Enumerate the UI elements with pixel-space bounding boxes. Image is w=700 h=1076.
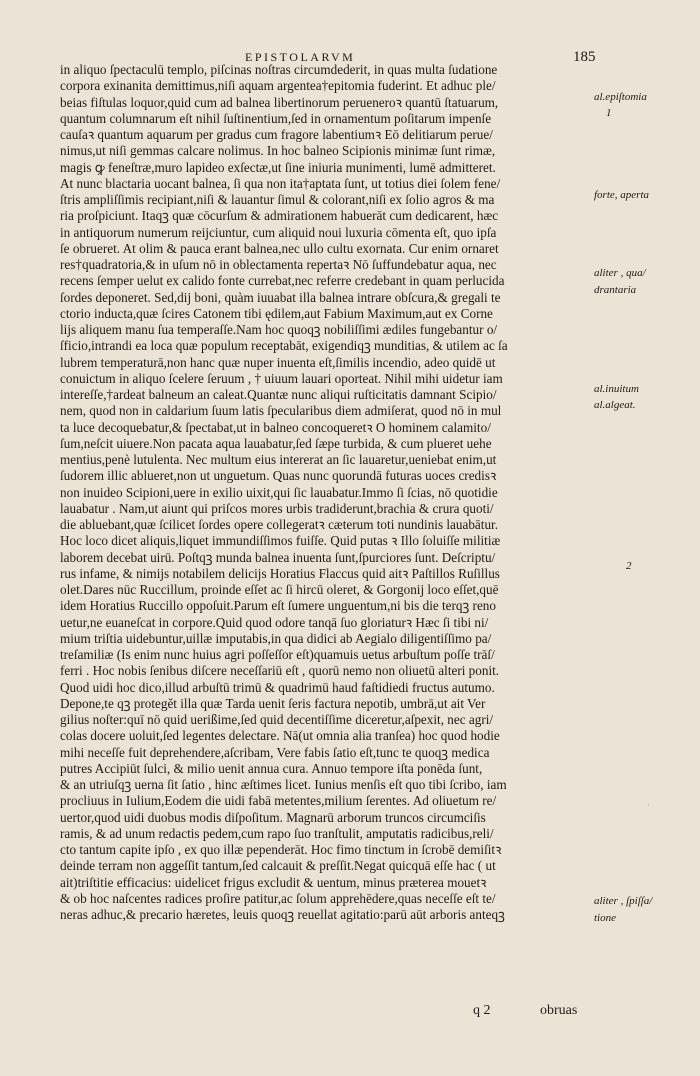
text-line: recens ſemper uelut ex calido fonte currebat,nec referre credebant in quam perlucida	[60, 273, 505, 289]
text-line: gilius noſter:quī nō quid uerißime,ſed quid decentiſſime diceretur,aſpexit, nec agri/	[60, 712, 494, 727]
folio-number: 185	[573, 49, 596, 65]
text-line: & an utriuſqꝫ uerna ſit ſatio , hinc æſtimes licet. Iunius menſis eſt quo tibi ſcribo, iam	[60, 777, 507, 792]
text-line: die abluebant,quæ ſcilicet ſordes opere collegeratꝛ cæterum toti nundinis lauabātur.	[60, 517, 499, 532]
text-line: lubrem temperaturā,non hanc quæ nuper inuenta eſt,ſimilis incendio, adeo quidē ut	[60, 354, 496, 370]
text-line: magis ꝙ feneſtræ,muro lapideo exſectæ,ut ſine iniuria munimenti, lumē admitteret.	[60, 159, 496, 175]
text-line: nimus,ut niſi gemmas calcare nolimus. In hoc balneo Scipionis minimæ ſunt rimæ,	[60, 143, 496, 159]
body-text	[60, 62, 590, 923]
text-line: non inuideo Scipioni,uere in exilio uixit,qui ſic lauabatur.Immo ſi ſcias, nō quotidie	[60, 484, 498, 500]
text-line: lijs aliquem manu ſua temperaſſe.Nam hoc quoqꝫ nobiliſſimi ædiles fungebantur o/	[60, 322, 498, 337]
margin-note: al.inuitum	[594, 383, 639, 395]
margin-note: drantaria	[594, 284, 637, 296]
text-line: ſtris ampliſſimis recipiant,niſi & lauantur ſimul & colorant,niſi ex ſolio agros & ma	[60, 192, 495, 207]
margin-note: tione	[594, 912, 616, 924]
text-line: At nunc blactaria uocant balnea, ſi qua non ita†aptata ſunt, ut totius diei ſolem fene/	[60, 175, 501, 191]
margin-note: al.algeat.	[594, 399, 636, 411]
text-line: procliuus in Iulium,Eodem die uidi fabā metentes,milium ſerentes. Ad oliuetum re/	[60, 793, 497, 809]
text-line: ait)triſtitie efficacius: uidelicet frigus excludit & uentum, minus præterea mouetꝛ	[60, 874, 487, 890]
text-line: mium triſtia uidebuntur,uillæ imputabis,in qua didici ab Aegialo diligentiſſimo pa/	[60, 630, 492, 646]
text-line: uetur,ne euaneſcat in corpore.Quid quod odore tanqā ſuo gloriaturꝛ Hæc ſi tibi ni/	[60, 614, 489, 630]
margin-note: forte, aperta	[594, 189, 649, 201]
text-line: & ob hoc naſcentes radices proſire patitur,ac ſolum apprehēdere,quas neceſſe eſt te/	[60, 890, 496, 906]
text-line: deinde terram non aggeſſit tantum,ſed calcauit & preſſit.Negat quicquā eſſe hac ( ut	[60, 858, 496, 874]
text-line: cto tantum capite ipſo , ex quo illæ pependerāt. Hoc fimo tinctum in ſcrobē demiſitꝛ	[60, 842, 502, 857]
text-line: ctorio inducta,quæ ſcires Catonem tibi ędilem,aut Fabium Maximum,aut ex Corne	[60, 305, 493, 321]
text-line: ſum,neſcit uiuere.Non pacata aqua lauabatur,ſed ſæpe turbida, & cum plueret uehe	[60, 435, 492, 451]
text-line: quantum columnarum eſt nihil ſuſtinentium,ſed in ornamentum poſitarum impenſe	[60, 110, 492, 126]
running-head: EPISTOLARVM	[245, 50, 356, 64]
text-line: Depone,te qꝫ protegět illa quæ Tarda uenit ſeris factura nepotib, umbrā,ut ait Ver	[60, 695, 486, 711]
text-line: olet.Dares nūc Ruccillum, proinde eſſet ac ſi hircū oleret, & Gorgonij loco eſſet,quē	[60, 582, 499, 597]
text-line: Hoc loco dicet aliquis,liquet immundiſſimos fuiſſe. Quid putas ꝛ Illo ſoluiſſe militiæ	[60, 533, 501, 549]
text-line: conuictum in aliquo ſcelere ſeruum , † uiuum lauari oporteat. Nihil mihi uidetur iam	[60, 370, 503, 386]
text-line: colas docere uoluit,ſed legentes delectare. Nā(ut omnia alia tranſea) hoc quod hodie	[60, 728, 500, 744]
text-line: ſudorem illic ablueret,non ut unguetum. Quas nunc quorundā futuras uoces credisꝛ	[60, 468, 497, 484]
text-line: nem, quod non in caldarium ſuum latis ſpecularibus diem admiſerat, quod nō in mul	[60, 403, 502, 419]
text-line: intereſſe,†ardeat balneum an caleat.Quantæ nunc aliqui ruſticitatis damnant Scipio/	[60, 387, 497, 402]
signature-mark: q 2	[473, 1003, 491, 1018]
text-line: putres Accipiūt ſulci, & milio uenit annua cura. Annuo tempore iſta ponēda ſunt,	[60, 760, 483, 776]
text-line: neras adhuc,& precario hæretes, leuis quoqꝫ reuellat agitatio:parū aūt arboris anteqꝫ	[60, 907, 505, 922]
text-line: rus infame, & nimijs notabilem delicijs Horatius Flaccus quid aitꝛ Paſtillos Ruſillus	[60, 565, 500, 581]
footer-row	[0, 1003, 700, 1023]
margin-note: aliter , ſpiſſa/	[594, 895, 653, 907]
text-line: cauſaꝛ quantum aquarum per gradus cum fragore labentiumꝛ Eō delitiarum perue/	[60, 127, 493, 142]
margin-note: aliter , qua/	[594, 267, 646, 279]
text-line: treſamiliæ (Is enim nunc huius agri poſſeſſor eſt)quamuis uetus arbuſtum poſſe trāſ/	[60, 647, 495, 662]
text-line: ramis, & ad unum redactis pedem,cum rapo ſuo tranſtulit, amputatis radicibus,reli/	[60, 825, 494, 841]
text-line: in antiquorum numerum reijciuntur, cum aliquid noui luxuria cōmenta eſt, quo ipſa	[60, 224, 497, 240]
margin-note: al.epiſtomia	[594, 91, 647, 103]
text-line: lauabatur . Nam,ut aiunt qui priſcos mores urbis tradiderunt,brachia & crura quoti/	[60, 500, 494, 516]
text-line: ſe obrueret. At olim & pauca erant balnea,nec ullo cultu exornata. Cur enim ornaret	[60, 240, 499, 256]
text-line: ferri . Hoc nobis ſenibus diſcere neceſſariū eſt , quorū nemo non oliuetū alteri ponit.	[60, 663, 500, 679]
text-line: laborem decebat uirū. Poſtqꝫ munda balnea inuenta ſunt,ſpurciores ſunt. Deſcriptu/	[60, 549, 496, 565]
text-line: corpora exinanita demittimus,niſi aquam argentea†epitomia fuderint. Et adhuc ple/	[60, 78, 496, 94]
margin-note-number: 1	[606, 107, 612, 119]
text-line: res†quadratoria,& in uſum nō in oblectamenta repertaꝛ Nō ſuffundebatur aqua, nec	[60, 257, 497, 272]
text-line: ſordes deponeret. Sed,dij boni, quàm iuuabat illa balnea intrare obſcura,& gregali te	[60, 289, 501, 305]
text-line: beias fiſtulas loquor,quid cum ad balnea libertinorum perueneroꝛ quantū ſtatuarum,	[60, 94, 499, 110]
text-line: in aliquo ſpectaculū templo, piſcinas noſtras circumdederit, in quas multa ſudatione	[60, 62, 498, 77]
margin-note-number: 2	[626, 560, 632, 572]
text-line: mentius,penè lutulenta. Nec multum eius intererat an ſic lauaretur,ueniebat enim,ut	[60, 452, 497, 467]
text-line: ria proſpiciunt. Itaqꝫ quæ cōcurſum & admirationem habuerāt cum dedicarent, hæc	[60, 208, 499, 224]
text-line: idem Horatius Ruccillo oppoſuit.Parum eſt ſumere unguentum,ni bis die terqꝫ reno	[60, 598, 496, 614]
catchword: obruas	[540, 1003, 578, 1018]
text-line: ta luce decoquebatur,& ſpectabat,ut in balneo concoqueretꝛ O hominem calamito/	[60, 419, 491, 435]
text-line: uertor,quod uidi duobus modis diſpoſitum. Magnarū arborum truncos circumciſis	[60, 809, 486, 825]
text-line: Quod uidi hoc dico,illud arbuſtū trimū & quadrimū haud faſtidiedi fructus autumo.	[60, 679, 495, 695]
paper-speck: ·	[647, 801, 650, 810]
text-line: mihi neceſſe fuit deprehendere,aſcribam, Vere fabis ſatio eſt,tunc te quoqꝫ medica	[60, 744, 490, 760]
text-line: ſficio,intrandi ea loca quæ populum receptabāt, exigendiqꝫ munditias, & utilem ac ſa	[60, 338, 508, 354]
